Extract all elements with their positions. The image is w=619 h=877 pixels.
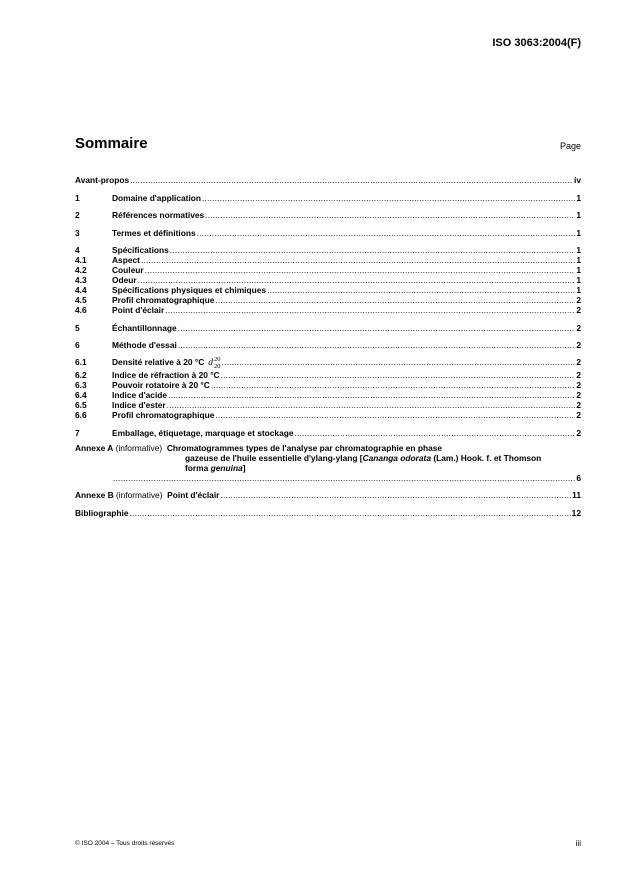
toc-number: 6.5	[75, 400, 87, 410]
toc-number: 6.2	[75, 370, 87, 380]
dot-leader	[138, 275, 576, 285]
dot-leader	[295, 428, 576, 438]
toc-label: Profil chromatographique	[112, 295, 215, 305]
toc-entry-7[interactable]	[75, 428, 581, 438]
dot-leader	[267, 285, 575, 295]
annex-title-line-3a: forma	[185, 462, 211, 473]
toc-label: Spécifications	[112, 245, 169, 255]
toc-number: 4.6	[75, 305, 87, 315]
toc-entry-annex-a[interactable]	[75, 443, 581, 483]
toc-entry-2[interactable]	[75, 210, 581, 220]
forma-name: genuina	[210, 462, 243, 473]
footer-copyright: © ISO 2004 – Tous droits réservés	[75, 840, 175, 847]
toc-entry-avant-propos[interactable]	[75, 175, 581, 185]
dot-leader	[178, 340, 576, 350]
species-name: Cananga odorata	[362, 452, 432, 463]
toc-label: Odeur	[112, 275, 137, 285]
toc-label: Échantillonnage	[112, 322, 177, 333]
annex-type: (informative)	[115, 490, 163, 500]
toc-entry-6-2[interactable]	[75, 370, 581, 380]
toc-page: 1	[576, 210, 581, 220]
toc-entry-6-1[interactable]	[75, 356, 581, 370]
toc-number: 2	[75, 210, 80, 220]
toc-label: Point d'éclair	[167, 490, 220, 500]
dot-leader	[167, 400, 576, 410]
toc-label: Indice de réfraction à 20 °C	[112, 370, 220, 380]
toc-label: Spécifications physiques et chimiques	[112, 285, 267, 295]
toc-entry-5[interactable]	[75, 323, 581, 333]
annex-a-first-line	[75, 443, 581, 453]
toc-entry-6[interactable]	[75, 340, 581, 350]
dot-leader	[141, 255, 575, 265]
toc-page: 1	[576, 285, 581, 295]
dot-leader	[220, 490, 571, 500]
toc-number: 3	[75, 227, 80, 238]
toc-label: Profil chromatographique	[112, 410, 215, 420]
toc-page: 2	[576, 370, 581, 380]
toc-entry-4-6[interactable]	[75, 305, 581, 315]
annex-prefix: Annexe B	[75, 490, 114, 500]
toc-page: iv	[574, 175, 581, 185]
dot-leader	[222, 356, 576, 368]
dot-leader	[145, 265, 576, 275]
toc-label: Pouvoir rotatoire à 20 °C	[112, 380, 210, 390]
dot-leader	[215, 410, 575, 420]
toc-label: Avant-propos	[75, 175, 130, 185]
toc-number: 4.2	[75, 265, 87, 275]
toc-page: 2	[576, 427, 581, 438]
toc-number: 5	[75, 322, 80, 333]
page-title: Sommaire	[75, 135, 148, 152]
toc-label: Indice d'ester	[112, 400, 166, 410]
toc-label: Point d'éclair	[112, 305, 165, 315]
toc-number: 6.1	[75, 357, 87, 367]
toc-page: 2	[576, 390, 581, 400]
dot-leader	[211, 380, 576, 390]
toc-page: 1	[576, 275, 581, 285]
toc-page: 2	[576, 340, 581, 350]
toc-entry-4-1[interactable]	[75, 255, 581, 265]
toc-entry-4-4[interactable]	[75, 285, 581, 295]
toc-label-group	[112, 356, 221, 370]
dot-leader	[170, 245, 576, 255]
toc-number: 4	[75, 245, 80, 255]
toc-page: 1	[576, 227, 581, 238]
density-symbol: d	[208, 358, 214, 368]
toc-page: 1	[576, 192, 581, 203]
toc-page: 2	[576, 410, 581, 420]
page-column-label: Page	[559, 141, 581, 151]
dot-leader	[130, 175, 573, 185]
table-of-contents	[75, 175, 581, 518]
toc-entry-4-5[interactable]	[75, 295, 581, 305]
toc-page: 12	[571, 507, 581, 518]
toc-entry-4[interactable]	[75, 245, 581, 255]
toc-page: 2	[576, 295, 581, 305]
toc-label: Indice d'acide	[112, 390, 168, 400]
dot-leader	[178, 323, 576, 333]
toc-label: Domaine d'application	[112, 192, 202, 203]
toc-entry-annex-b[interactable]	[75, 490, 581, 500]
density-temperature-fraction	[214, 356, 221, 370]
dot-leader	[197, 228, 576, 238]
document-id: ISO 3063:2004(F)	[492, 37, 581, 49]
dot-leader	[221, 370, 576, 380]
toc-number: 4.4	[75, 285, 87, 295]
annex-prefix: Annexe A	[75, 442, 114, 453]
toc-number: 4.3	[75, 275, 87, 285]
annex-a-third-line	[75, 463, 581, 473]
toc-page: 1	[576, 255, 581, 265]
annex-a-page-line	[75, 473, 581, 483]
dot-leader	[130, 508, 571, 518]
toc-page: 2	[576, 400, 581, 410]
dot-leader	[202, 193, 575, 203]
toc-label: Couleur	[112, 265, 144, 275]
toc-number: 1	[75, 192, 80, 203]
toc-page: 1	[576, 265, 581, 275]
dot-leader	[165, 305, 575, 315]
toc-number: 6.4	[75, 390, 87, 400]
dot-leader	[205, 210, 575, 220]
toc-entry-6-3[interactable]	[75, 380, 581, 390]
toc-number: 6.3	[75, 380, 87, 390]
toc-label: Emballage, étiquetage, marquage et stockage	[112, 427, 294, 438]
toc-number: 4.5	[75, 295, 87, 305]
toc-number: 6.6	[75, 410, 87, 420]
toc-label: Méthode d'essai	[112, 340, 177, 350]
toc-page: 2	[576, 322, 581, 333]
annex-title-line-1: Chromatogrammes types de l'analyse par chromatographie en phase	[166, 442, 443, 453]
annex-title-line-3b: ]	[242, 462, 246, 473]
toc-label: Termes et définitions	[112, 227, 196, 238]
toc-number: 6	[75, 340, 80, 350]
annex-type: (informative)	[115, 442, 163, 453]
toc-page: 2	[576, 305, 581, 315]
toc-entry-4-3[interactable]	[75, 275, 581, 285]
toc-entry-bibliographie[interactable]	[75, 508, 581, 518]
toc-label-group	[75, 490, 219, 500]
toc-entry-6-4[interactable]	[75, 390, 581, 400]
fraction-sub: 20	[214, 363, 221, 370]
toc-label: Densité relative à 20 °C	[112, 357, 205, 367]
dot-leader	[168, 390, 575, 400]
toc-number: 7	[75, 427, 80, 438]
toc-page: 11	[572, 490, 581, 500]
toc-page: 6	[576, 472, 581, 483]
annex-title-line-2a: gazeuse de l'huile essentielle d'ylang-ylang [	[185, 452, 363, 463]
toc-entry-1[interactable]	[75, 193, 581, 203]
toc-entry-6-6[interactable]	[75, 410, 581, 420]
toc-entry-4-2[interactable]	[75, 265, 581, 275]
toc-page: 1	[576, 245, 581, 255]
toc-label: Références normatives	[112, 210, 205, 220]
toc-page: 2	[576, 357, 581, 367]
toc-label: Aspect	[112, 255, 140, 265]
toc-label: Bibliographie	[75, 507, 129, 518]
fraction-sup: 20	[214, 356, 221, 363]
footer-page-number: iii	[575, 839, 581, 848]
annex-a-second-line	[75, 453, 581, 463]
toc-entry-3[interactable]	[75, 228, 581, 238]
dot-leader	[113, 473, 575, 483]
dot-leader	[215, 295, 575, 305]
annex-title-line-2b: (Lam.) Hook. f. et Thomson	[431, 452, 542, 463]
toc-entry-6-5[interactable]	[75, 400, 581, 410]
toc-number: 4.1	[75, 255, 87, 265]
toc-page: 2	[576, 380, 581, 390]
